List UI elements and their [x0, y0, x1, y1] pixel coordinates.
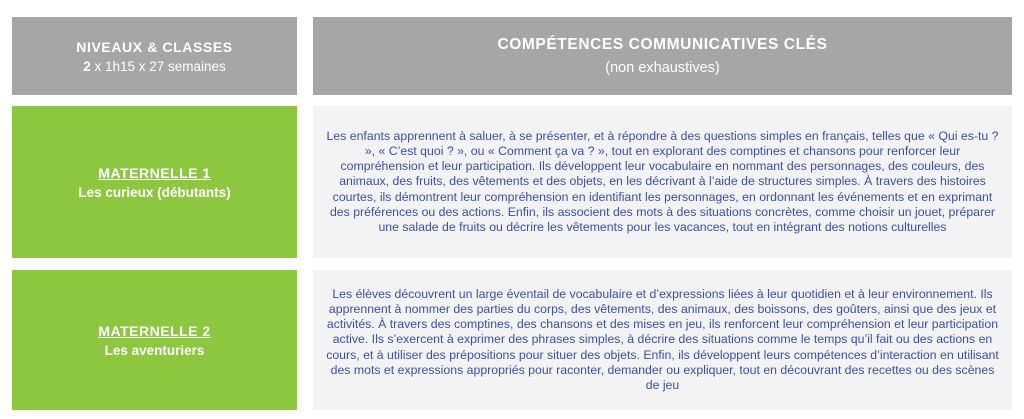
level-name: MATERNELLE 1 — [98, 164, 211, 181]
header-schedule-count: 2 — [83, 58, 91, 74]
level-name: MATERNELLE 2 — [98, 322, 211, 339]
header-levels-title: NIVEAUX & CLASSES — [76, 38, 233, 55]
header-competences-subtitle: (non exhaustives) — [605, 60, 720, 76]
description-cell-maternelle-2 — [313, 270, 1012, 410]
level-cell-maternelle-2 — [12, 270, 297, 410]
header-schedule-detail: x 1h15 x 27 semaines — [90, 58, 226, 74]
header-competences — [313, 17, 1012, 95]
level-group: Les curieux (débutants) — [78, 184, 231, 200]
level-cell-maternelle-1 — [12, 106, 297, 258]
level-group: Les aventuriers — [104, 342, 205, 358]
header-levels-classes — [12, 17, 297, 95]
header-levels-schedule — [83, 59, 226, 74]
level-description: Les élèves découvrent un large éventail de vocabulaire et d’expressions liées à leur quotidien et à leur environnement. Ils apprennent à nommer des parties du corps, des vêtements, des animaux, des boissons, des goûters, ainsi que des jeux et activités. À travers des comptines, des chansons et des mises en jeu, ils renforcent leur compréhension et leur participation active. Ils s’exercent à exprimer des phrases simples, à décrire des situations comme le temps qu’il fait ou des actions en cours, et à utiliser des prépositions pour situer des objets. Enfin, ils développent leurs compétences d’interaction en utilisant des mots et expressions appropriés pour raconter, demander ou expliquer, tout en découvrant des recettes ou des scènes de jeu — [326, 286, 999, 392]
header-competences-title: COMPÉTENCES COMMUNICATIVES CLÉS — [497, 36, 828, 53]
description-cell-maternelle-1 — [313, 106, 1012, 258]
level-description: Les enfants apprennent à saluer, à se présenter, et à répondre à des questions simples en français, telles que « Qui es-tu ? », « C’est quoi ? », ou « Comment ça va ? », tout en explorant des comptines et chansons pour renforcer leur compréhension et leur participation. Ils développent leur vocabulaire en nommant des personnages, des couleurs, des animaux, des fruits, des vêtements et des objets, en les décrivant à l’aide de structures simples. À travers des histoires courtes, ils démontrent leur compréhension en identifiant les personnages, en ordonnant les événements et en exprimant des préférences ou des actions. Enfin, ils associent des mots à des situations concrètes, comme choisir un jouet, préparer une salade de fruits ou décrire les vêtements pour les vacances, tout en intégrant des notions culturelles — [326, 128, 999, 234]
